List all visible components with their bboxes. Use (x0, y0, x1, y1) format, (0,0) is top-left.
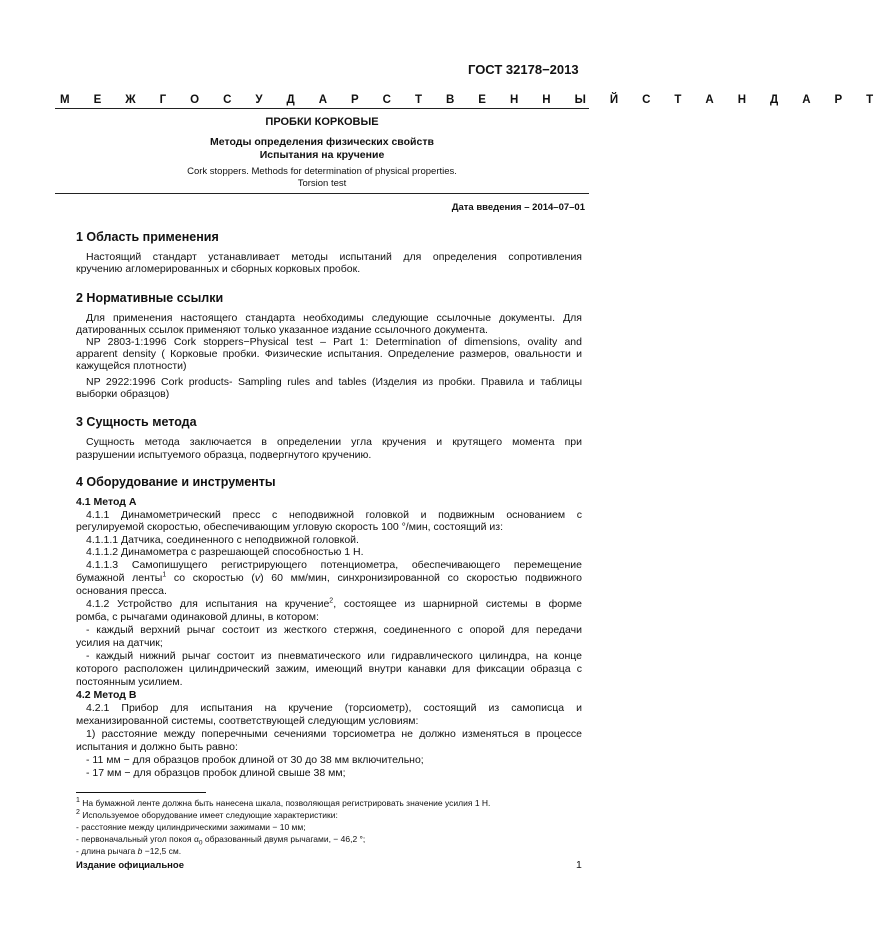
text-line: Сущность метода заключается в определении угла кручения и крутящего момента при (86, 436, 582, 448)
footnote-text: - первоначальный угол покоя α (76, 834, 199, 844)
section-4-line (76, 663, 582, 676)
section-4-line (86, 598, 582, 611)
footnote-ref-2: 2 (329, 597, 334, 605)
introduction-date: Дата введения – 2014–07–01 (451, 202, 585, 213)
section-1-heading: 1 Область применения (76, 230, 219, 244)
footnote-text: - длина рычага (76, 846, 138, 856)
english-title-line-1: Cork stoppers. Methods for determination of physical properties. (187, 166, 457, 177)
footnote-text: образованный двумя рычагами, − 46,2 °; (202, 834, 366, 844)
text-fragment: ) 60 мм/мин, синхронизированной со скоростью подвижного (260, 572, 583, 584)
subtitle-line-2: Испытания на кручение (259, 148, 385, 161)
alpha-subscript: 0 (198, 839, 203, 847)
text-line: 4.1.1.3 Самопишущего регистрирующего потенциометра, обеспечивающего перемещение (86, 559, 582, 571)
footnote-2 (76, 810, 338, 821)
lever-symbol: b (137, 846, 143, 856)
section-2-line (86, 376, 582, 389)
footnote-text: На бумажной ленте должна быть нанесена шкала, позволяющая регистрировать значение усилия 1 Н. (79, 798, 491, 808)
section-3-line: разрушении испытуемого образца, подвергнутого кручению. (76, 449, 372, 461)
header-rule (55, 108, 589, 109)
text-fragment: 4.1.2 Устройство для испытания на кручение (86, 598, 330, 610)
title-rule (55, 193, 589, 194)
page-number: 1 (576, 859, 582, 871)
subtitle-line-1: Методы определения физических свойств (210, 136, 434, 148)
footnote-text: Используемое оборудование имеет следующие характеристики: (79, 810, 338, 820)
text-line: NP 2922:1996 Cork products- Sampling rules and tables (Изделия из пробки. Правила и таблицы (86, 376, 582, 388)
official-edition-label: Издание официальное (76, 860, 184, 871)
section-4-line (86, 509, 582, 522)
text-line: которого расположен цилиндрический зажим, имеющий внутри канавки для фиксации образца с (76, 663, 582, 675)
section-4-line: - 17 мм − для образцов пробок длиной свыше 38 мм; (86, 767, 346, 779)
section-4-heading: 4 Оборудование и инструменты (76, 475, 276, 489)
text-line: Настоящий стандарт устанавливает методы испытаний для определения сопротивления (86, 251, 582, 263)
english-title-line-2: Torsion test (297, 178, 347, 189)
section-3-line (86, 436, 582, 449)
footnote-number: 1 (76, 797, 80, 805)
text-line: NP 2803-1:1996 Cork stoppers−Physical test – Part 1: Determination of dimensions, ovality and (86, 336, 582, 348)
section-1-line (86, 251, 582, 264)
document-subtitle (55, 136, 589, 161)
speed-symbol: v (254, 572, 261, 584)
section-2-line (76, 348, 582, 361)
footnote-line (76, 846, 181, 857)
interstate-standard-banner: М Е Ж Г О С У Д А Р С Т В Е Н Н Ы Й С Т А Н Д А Р Т (60, 94, 884, 106)
section-4-line: 4.1.1.1 Датчика, соединенного с неподвижной головкой. (86, 534, 359, 546)
text-line: - каждый верхний рычаг состоит из жесткого стержня, соединенного с опорой для передачи (86, 624, 582, 636)
section-4-line (86, 624, 582, 637)
method-a-heading: 4.1 Метод А (76, 496, 137, 508)
method-b-heading: 4.2 Метод В (76, 689, 137, 701)
section-4-line: усилия на датчик; (76, 637, 163, 649)
footnote-ref-1: 1 (162, 571, 167, 579)
english-title (55, 166, 589, 190)
section-4-line (86, 559, 582, 572)
text-fragment: со скоростью ( (166, 572, 255, 584)
section-3-heading: 3 Сущность метода (76, 415, 197, 429)
section-4-line (86, 650, 582, 663)
section-4-line: ромба, с рычагами одинаковой длины, в котором: (76, 611, 319, 623)
section-2-line (86, 336, 582, 349)
text-line: 1) расстояние между поперечными сечениями торсиометра не должно изменяться в процессе (86, 728, 582, 740)
section-4-line: - 11 мм − для образцов пробок длиной от 30 до 38 мм включительно; (86, 754, 424, 766)
text-line: - каждый нижний рычаг состоит из пневматического или гидравлического цилиндра, на конце (86, 650, 582, 662)
document-title: ПРОБКИ КОРКОВЫЕ (265, 116, 379, 128)
section-2-line (86, 312, 582, 325)
section-4-line: основания пресса. (76, 585, 167, 597)
section-2-heading: 2 Нормативные ссылки (76, 291, 224, 305)
footnote-number: 2 (76, 809, 80, 817)
footnote-1 (76, 798, 490, 809)
section-2-line: датированных ссылок применяют только указанное издание ссылочного документа. (76, 324, 488, 336)
footnote-text: −12,5 см. (142, 846, 182, 856)
footnote-rule (76, 792, 206, 793)
text-fragment: бумажной ленты (76, 572, 163, 584)
footnote-line: - расстояние между цилиндрическими зажимами − 10 мм; (76, 822, 306, 832)
standard-number: ГОСТ 32178−2013 (468, 62, 579, 77)
text-line: 4.1.1 Динамометрический пресс с неподвижной головкой и подвижным основанием с (86, 509, 582, 521)
section-4-line (86, 702, 582, 715)
text-line: 4.2.1 Прибор для испытания на кручение (торсиометр), состоящий из самописца и (86, 702, 582, 714)
section-2-line: выборки образцов) (76, 388, 170, 400)
section-4-line: испытания и должно быть равно: (76, 741, 238, 753)
text-fragment: , состоящее из шарнирной системы в форме (333, 598, 582, 610)
section-4-line: постоянным усилием. (76, 676, 183, 688)
section-4-line: механизированной системы, соответствующей следующим условиям: (76, 715, 419, 727)
section-2-line: кажущейся плотности) (76, 360, 187, 372)
section-4-line (86, 728, 582, 741)
section-4-line: регулируемой скоростью, обеспечивающим угловую скорость 100 °/мин, состоящий из: (76, 521, 504, 533)
section-1-line: кручению агломерированных и сборных корковых пробок. (76, 263, 361, 275)
text-line: apparent density ( Корковые пробки. Физические испытания. Определение размеров, овальности и (76, 348, 582, 360)
text-line: Для применения настоящего стандарта необходимы следующие ссылочные документы. Для (86, 312, 582, 324)
section-4-line (76, 572, 582, 585)
section-4-line: 4.1.1.2 Динамометра с разрешающей способностью 1 Н. (86, 546, 364, 558)
